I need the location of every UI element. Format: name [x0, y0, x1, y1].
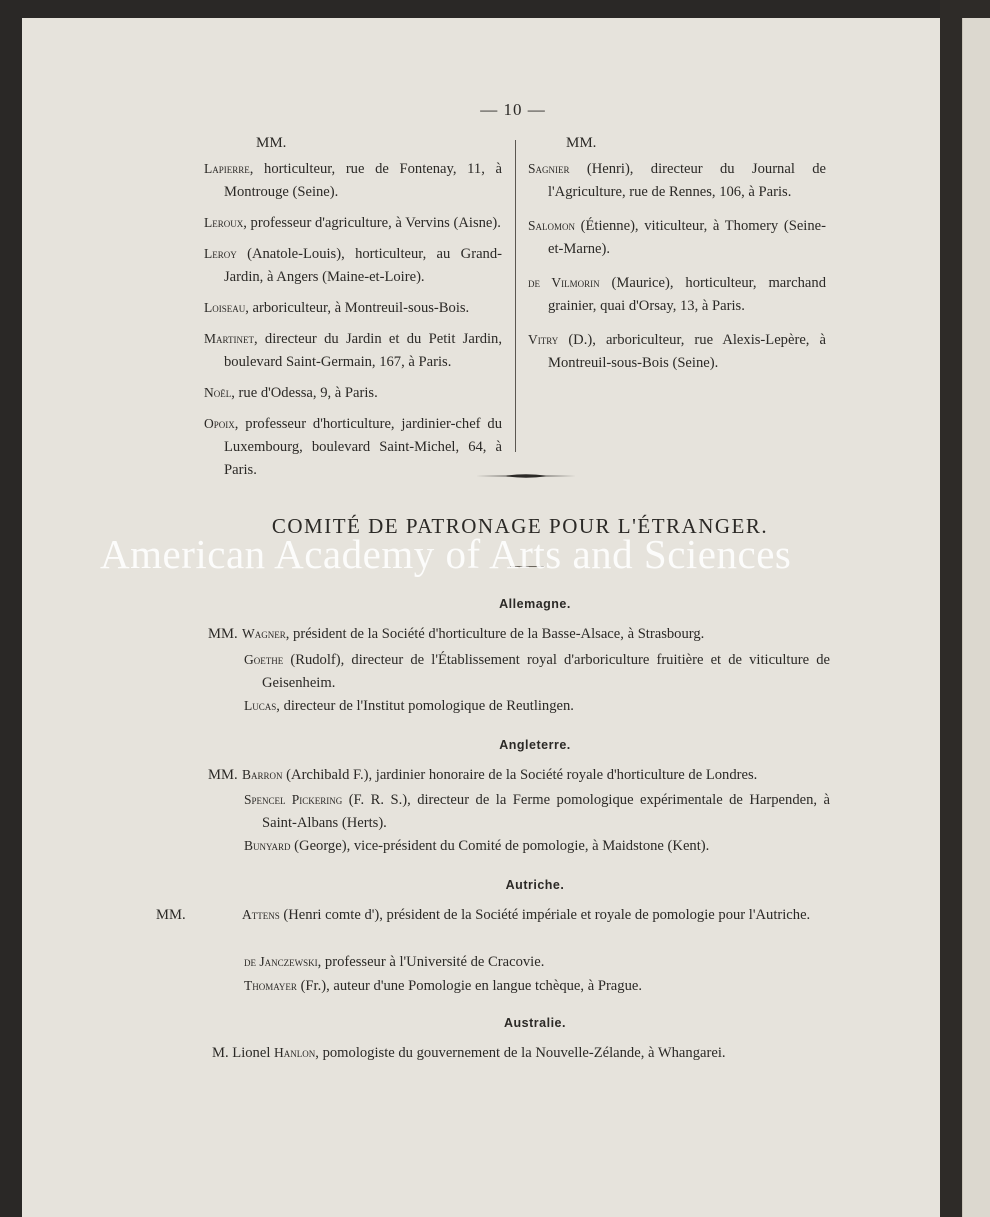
list-item: MM. Attens (Henri comte d'), président de la Société impériale et royale de pomologie pour l'Autriche.: [156, 907, 811, 923]
list-item: Vitry (D.), arboriculteur, rue Alexis-Lepère, à Montreuil-sous-Bois (Seine).: [528, 332, 826, 371]
list-item: Thomayer (Fr.), auteur d'une Pomologie en langue tchèque, à Prague.: [244, 978, 642, 994]
list-item: de Vilmorin (Maurice), horticulteur, marchand grainier, quai d'Orsay, 13, à Paris.: [528, 275, 826, 314]
page-number: — 10 —: [480, 100, 546, 119]
list-item: Opoix, professeur d'horticulture, jardinier-chef du Luxembourg, boulevard Saint-Michel, 64, à Paris.: [204, 416, 502, 478]
country-heading-australie: Australie.: [504, 1016, 566, 1030]
list-item: Salomon (Étienne), viticulteur, à Thomery (Seine-et-Marne).: [528, 218, 826, 257]
country-heading-angleterre: Angleterre.: [499, 738, 571, 752]
country-heading-autriche: Autriche.: [505, 878, 565, 892]
list-item: Lapierre, horticulteur, rue de Fontenay, 11, à Montrouge (Seine).: [204, 161, 502, 200]
list-item: Spencel Pickering (F. R. S.), directeur de la Ferme pomologique expérimentale de Harpenden, à Saint-Albans (Herts).: [244, 792, 830, 831]
column-divider: [515, 140, 516, 452]
list-item: Sagnier (Henri), directeur du Journal de l'Agriculture, rue de Rennes, 106, à Paris.: [528, 161, 826, 200]
watermark: American Academy of Arts and Sciences: [100, 531, 792, 577]
list-item: MM. Wagner, président de la Société d'horticulture de la Basse-Alsace, à Strasbourg.: [208, 626, 705, 642]
list-item: Martinet, directeur du Jardin et du Petit Jardin, boulevard Saint-Germain, 167, à Paris.: [204, 331, 502, 370]
list-item: Bunyard (George), vice-président du Comité de pomologie, à Maidstone (Kent).: [244, 838, 710, 854]
list-item: Leroux, professeur d'agriculture, à Vervins (Aisne).: [204, 215, 501, 231]
list-item: Goethe (Rudolf), directeur de l'Établissement royal d'arboriculture fruitière et de viticulture de Geisenheim.: [244, 652, 830, 691]
list-item: Loiseau, arboriculteur, à Montreuil-sous-Bois.: [204, 300, 470, 316]
adjacent-page-edge: [962, 18, 990, 1217]
section-title: COMITÉ DE PATRONAGE POUR L'ÉTRANGER.: [271, 514, 769, 538]
list-item: de Janczewski, professeur à l'Université de Cracovie.: [244, 954, 545, 970]
left-column: [204, 132, 502, 489]
list-item: Leroy (Anatole-Louis), horticulteur, au Grand-Jardin, à Angers (Maine-et-Loire).: [204, 246, 502, 285]
list-item: Noël, rue d'Odessa, 9, à Paris.: [204, 385, 378, 401]
right-column-heading: MM.: [566, 135, 597, 151]
list-item: MM. Barron (Archibald F.), jardinier honoraire de la Société royale d'horticulture de Londres.: [208, 767, 758, 783]
ornament-divider: [476, 472, 576, 480]
right-column: [528, 132, 826, 382]
list-item: Lucas, directeur de l'Institut pomologique de Reutlingen.: [244, 698, 574, 714]
left-column-heading: MM.: [256, 135, 287, 151]
country-heading-allemagne: Allemagne.: [499, 597, 571, 611]
list-item: M. Lionel Hanlon, pomologiste du gouvernement de la Nouvelle-Zélande, à Whangarei.: [212, 1045, 726, 1061]
